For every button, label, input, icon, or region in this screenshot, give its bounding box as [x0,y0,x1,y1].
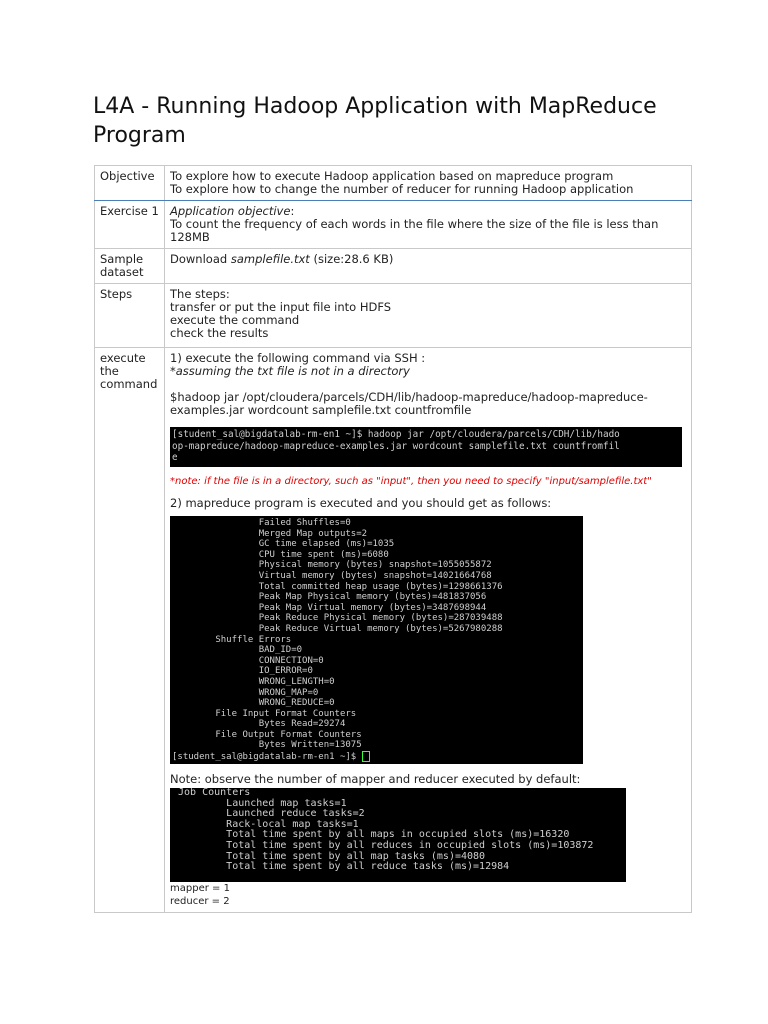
steps-content [165,284,692,348]
dataset-content [165,249,692,284]
directory-note: *note: if the file is in a directory, such as "input", then you need to specify "input/samplefile.txt" [170,476,652,487]
dataset-file-link[interactable]: samplefile.txt [230,252,310,266]
application-objective-colon: : [290,204,295,218]
dataset-suffix: (size:28.6 KB) [309,252,394,266]
lab-table [94,165,692,913]
steps-label: Steps [95,284,165,348]
terminal-output-screenshot [170,516,583,764]
steps-line-4: check the results [170,326,269,340]
row-execute [95,348,692,913]
dataset-prefix: Download [170,252,231,266]
row-objective [95,166,692,201]
job-counters-screenshot: Job Counters Launched map tasks=1 Launched reduce tasks=2 Rack-local map tasks=1 Total time spent by all maps in occupied slots (ms)=16320 Total time spent by all reduces in occupied slots (ms)=103872 Total time spent by all map tasks (ms)=4080 Total time spent by all reduce tasks (ms)=12984 [170,788,626,882]
terminal-cursor [362,751,370,762]
row-steps [95,284,692,348]
objective-line-2: To explore how to change the number of reducer for running Hadoop application [170,182,634,196]
row-dataset [95,249,692,284]
application-objective-label: Application objective [170,204,291,218]
objective-line-1: To explore how to execute Hadoop application based on mapreduce program [170,169,614,183]
assumption-text: *assuming the txt file is not in a directory [170,364,410,378]
execute-label: execute the command [95,348,165,913]
page-title: L4A - Running Hadoop Application with MapReduce Program [93,94,657,148]
steps-line-2: transfer or put the input file into HDFS [170,300,392,314]
terminal-output-text: Failed Shuffles=0 Merged Map outputs=2 GC time elapsed (ms)=1035 CPU time spent (ms)=6080 Physical memory (bytes) snapshot=1055055872 Virtual memory (bytes) snapshot=14021664768 Total committed heap usage (bytes)=1298661376 Peak Map Physical memory (bytes)=481837056 Peak Map Virtual memory (bytes)=3487698944 Peak Reduce Physical memory (bytes)=287039488 Peak Reduce Virtual memory (bytes)=5267980288 Shuffle Errors BAD_ID=0 CONNECTION=0 IO_ERROR=0 WRONG_LENGTH=0 WRONG_MAP=0 WRONG_REDUCE=0 File Input Format Counters Bytes Read=29274 File Output Format Counters Bytes Written=13075 [student_sal@bigdatalab-rm-en1 ~]$ [172,518,503,763]
step-2-text: 2) mapreduce program is executed and you should get as follows: [170,496,552,510]
row-exercise [95,201,692,249]
exercise-text: To count the frequency of each words in the file where the size of the file is less than 128MB [170,217,659,244]
observe-note: Note: observe the number of mapper and reducer executed by default: [170,772,581,786]
execute-content [165,348,692,913]
step-1-text: 1) execute the following command via SSH : [170,351,426,365]
exercise-label: Exercise 1 [95,201,165,249]
steps-line-1: The steps: [170,287,230,301]
dataset-label: Sample dataset [95,249,165,284]
mapper-count: mapper = 1 [170,883,230,894]
objective-label: Objective [95,166,165,201]
reducer-count: reducer = 2 [170,896,230,907]
objective-content [165,166,692,201]
terminal-command-screenshot: [student_sal@bigdatalab-rm-en1 ~]$ hadoop jar /opt/cloudera/parcels/CDH/lib/hado op-mapreduce/hadoop-mapreduce-examples.jar wordcount samplefile.txt countfromfil e [170,427,682,467]
steps-line-3: execute the command [170,313,300,327]
exercise-content [165,201,692,249]
hadoop-command: $hadoop jar /opt/cloudera/parcels/CDH/lib/hadoop-mapreduce/hadoop-mapreduce-examples.jar wordcount samplefile.txt countfromfile [170,390,648,417]
